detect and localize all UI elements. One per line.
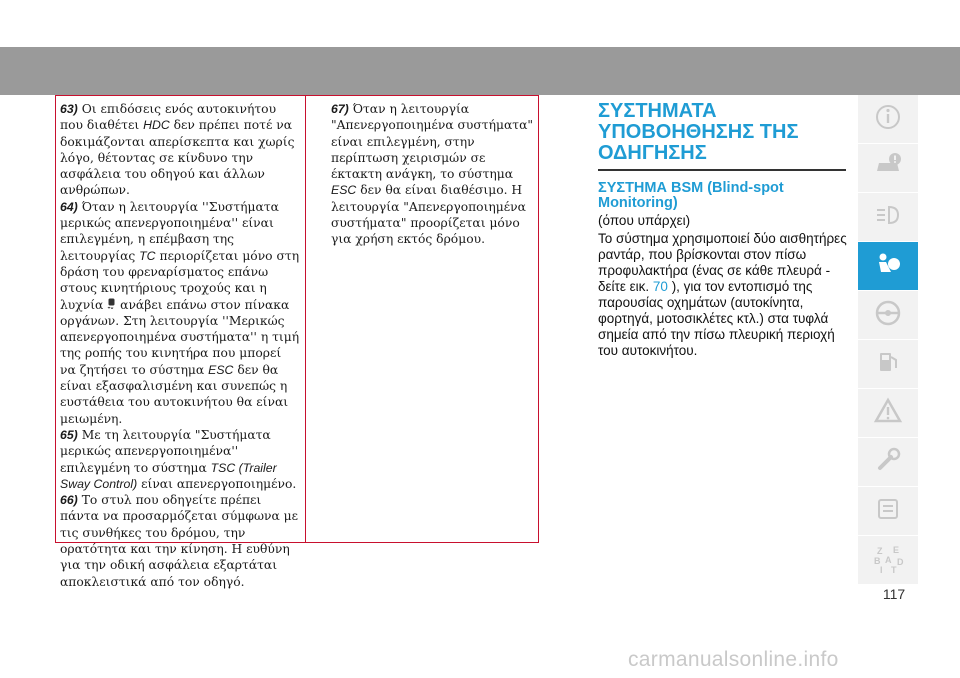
section-title-line-3: ΟΔΗΓΗΣΗΣ (598, 142, 707, 164)
warning-text: δεν πρέπει ποτέ να δοκιμάζονται απερίσκεπτα και χωρίς λόγο, θέτοντας σε κίνδυνο την ασφάλεια του οδηγού και άλλων ανθρώπων. (60, 118, 295, 198)
svg-text:T: T (891, 564, 897, 575)
chapter-tab-maintenance-wrench[interactable] (858, 438, 918, 486)
warning-text: περιορίζεται μόνο στη δράση του φρεναρίσματος επάνω στους κινητήριους τροχούς και η λυχνία (60, 248, 300, 312)
warning-number: 66) (60, 493, 78, 508)
car-info-icon (871, 100, 905, 139)
watermark: carmanualsonline.info (628, 648, 839, 671)
svg-text:D: D (897, 556, 904, 567)
section-title (598, 101, 850, 164)
warning-text: TSC (Trailer Sway Control) (60, 460, 277, 491)
warning-text: TC (139, 248, 156, 263)
warning-text: HDC (143, 118, 170, 133)
title-rule (598, 169, 846, 171)
warning-box-divider (305, 95, 306, 543)
warning-text: ανάβει επάνω στον πίνακα οργάνων. Στη λειτουργία ''Μερικώς απενεργοποιημένα συστήματα'' η τιμή της ροπής του κινητήρα που μπορεί να ζητήσει το σύστημα (60, 297, 300, 377)
chapter-tab-car-warning[interactable] (858, 144, 918, 192)
warning-item (60, 101, 300, 199)
chapter-tab-index-letters[interactable] (858, 536, 918, 584)
maintenance-wrench-icon (871, 443, 905, 482)
warning-text: Όταν η λειτουργία ''Συστήματα μερικώς απενεργοποιημένα'' είναι επιλεγμένη, η επέμβαση της λειτουργίας (60, 199, 279, 263)
availability-note: (όπου υπάρχει) (598, 212, 691, 228)
subsection-title-line-1: ΣΥΣΤΗΜΑ BSM (Blind-spot (598, 179, 784, 196)
technical-data-icon (871, 492, 905, 531)
bsm-description (598, 231, 850, 359)
svg-text:Z: Z (877, 545, 883, 556)
warning-text: Οι επιδόσεις ενός αυτοκινήτου που διαθέτει (60, 102, 277, 133)
chapter-tab-lights[interactable] (858, 193, 918, 241)
warning-number: 67) (331, 102, 349, 116)
warning-item (331, 101, 536, 248)
warning-text: δεν θα είναι εξασφαλισμένη και συνεπώς η ευστάθεια του αυτοκινήτου θα είναι μειωμένη. (60, 362, 289, 426)
warning-number: 65) (60, 427, 78, 442)
subsection-title (598, 181, 850, 211)
warning-item (60, 199, 300, 427)
bsm-text-start: Το σύστημα χρησιμοποιεί δύο αισθητήρες ραντάρ, που βρίσκονται στον πίσω προφυλακτήρα (ένας σε κάθε πλευρά - δείτε εικ. (598, 230, 847, 294)
steering-wheel-icon (871, 296, 905, 335)
chapter-tab-airbag-safety[interactable] (858, 242, 918, 290)
warning-text: δεν θα είναι διαθέσιμο. Η λειτουργία "Απενεργοποιημένα συστήματα" προορίζεται μόνο για χρήση εκτός δρόμου. (331, 183, 526, 247)
car-warning-icon (871, 149, 905, 188)
skid-warning-light-icon (107, 298, 116, 312)
warning-text: Όταν η λειτουργία "Απενεργοποιημένα συστήματα" είναι επιλεγμένη, στην περίπτωση χειρισμών σε έκτακτη ανάγκη, το σύστημα (331, 102, 534, 182)
warning-text: είναι απενεργοποιημένο. (137, 476, 297, 491)
warning-number: 63) (60, 102, 78, 116)
assistance-section (598, 101, 850, 359)
warnings-column-middle (331, 101, 536, 248)
chapter-tab-emergency-triangle[interactable] (858, 389, 918, 437)
warning-text: ESC (208, 362, 234, 377)
index-letters-icon (871, 541, 905, 580)
chapter-tab-steering-wheel[interactable] (858, 291, 918, 339)
emergency-triangle-icon (871, 394, 905, 433)
warning-text: Το στυλ που οδηγείτε πρέπει πάντα να προσαρμόζεται σύμφωνα με τις συνθήκες του δρόμου, την ορατότητα και την κίνηση. Η ευθύνη για την οδική ασφάλεια εξαρτάται αποκλειστικά από τον οδηγό. (60, 493, 299, 589)
warning-item (60, 492, 300, 590)
svg-text:E: E (893, 544, 900, 555)
svg-text:I: I (880, 564, 883, 575)
subsection-title-line-2: Monitoring) (598, 194, 678, 211)
page-number: 117 (882, 586, 906, 602)
bsm-text-end: ), για τον εντοπισμό της παρουσίας οχημάτων (αυτοκίνητα, φορτηγά, μοτοσικλέτες κτλ.) στα τυφλά σημεία από την πίσω πλευρική περιοχή του αυτοκινήτου. (598, 278, 835, 358)
chapter-tab-technical-data[interactable] (858, 487, 918, 535)
svg-text:B: B (874, 555, 881, 566)
warning-text: ESC (331, 183, 357, 198)
header-strip (0, 47, 960, 95)
lights-icon (871, 198, 905, 237)
fuel-pump-icon (871, 345, 905, 384)
figure-reference-link[interactable]: 70 (652, 278, 668, 294)
section-title-line-2: ΥΠΟΒΟΗΘΗΣΗΣ ΤΗΣ (598, 121, 799, 143)
section-title-line-1: ΣΥΣΤΗΜΑΤΑ (598, 100, 717, 122)
svg-text:A: A (885, 554, 892, 565)
chapter-tab-fuel-pump[interactable] (858, 340, 918, 388)
warning-item (60, 427, 300, 492)
chapter-tab-car-info[interactable] (858, 95, 918, 143)
warning-number: 64) (60, 199, 78, 214)
airbag-safety-icon (871, 247, 905, 286)
warnings-column-left (60, 101, 300, 590)
warning-text: Με τη λειτουργία "Συστήματα μερικώς απενεργοποιημένα'' επιλεγμένη το σύστημα (60, 427, 271, 475)
